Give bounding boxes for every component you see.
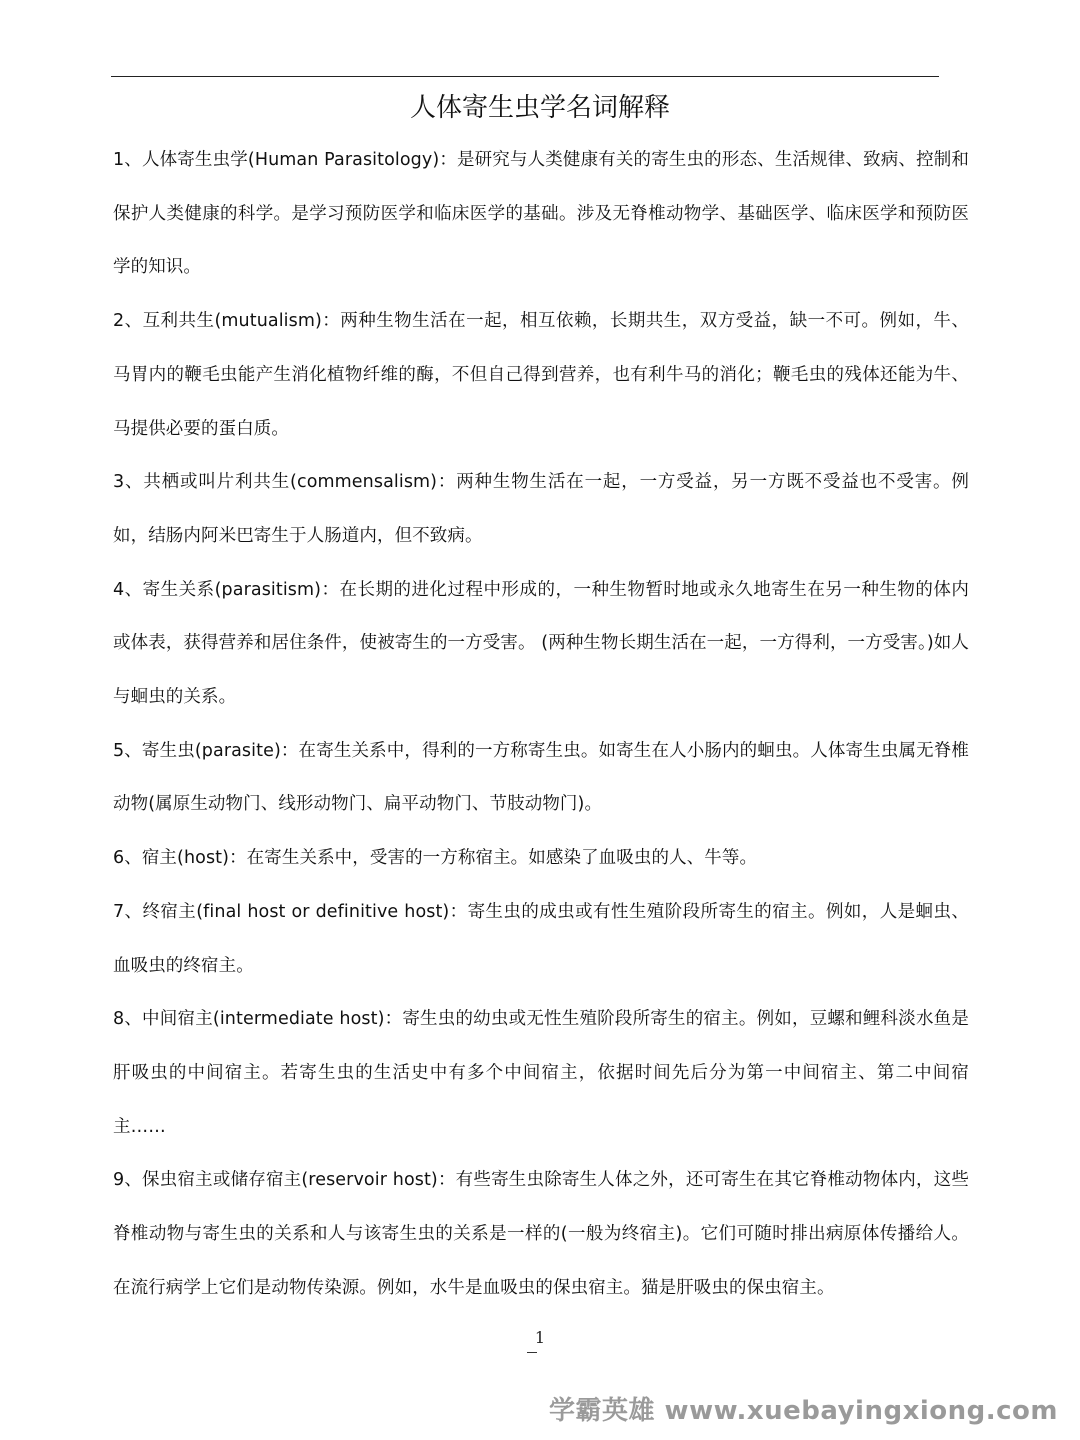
definition-entry-5: 5、寄生虫(parasite)：在寄生关系中，得利的一方称寄生虫。如寄生在人小肠内的蛔虫。人体寄生虫属无脊椎动物(属原生动物门、线形动物门、扁平动物门、节肢动物门)。 xyxy=(113,740,969,815)
definition-entry-6: 6、宿主(host)：在寄生关系中，受害的一方称宿主。如感染了血吸虫的人、牛等。 xyxy=(113,848,758,869)
definition-entry-9: 9、保虫宿主或储存宿主(reservoir host)：有些寄生虫除寄生人体之外，还可寄生在其它脊椎动物体内，这些脊椎动物与寄生虫的关系和人与该寄生虫的关系是一样的(一般为终宿主)。它们可随时排出病原体传播给人。在流行病学上它们是动物传染源。例如，水牛是血吸虫的保虫宿主。猫是肝吸虫的保虫宿主。 xyxy=(113,1170,969,1298)
header-rule xyxy=(111,76,939,77)
definition-entry-1: 1、人体寄生虫学(Human Parasitology)：是研究与人类健康有关的寄生虫的形态、生活规律、致病、控制和保护人类健康的科学。是学习预防医学和临床医学的基础。涉及无脊椎动物学、基础医学、临床医学和预防医学的知识。 xyxy=(113,150,969,278)
definition-entry-2: 2、互利共生(mutualism)：两种生物生活在一起，相互依赖，长期共生，双方受益，缺一不可。例如，牛、马胃内的鞭毛虫能产生消化植物纤维的酶，不但自己得到营养，也有利牛马的消化；鞭毛虫的残体还能为牛、马提供必要的蛋白质。 xyxy=(113,311,969,439)
definition-entry-7: 7、终宿主(final host or definitive host)：寄生虫的成虫或有性生殖阶段所寄生的宿主。例如，人是蛔虫、血吸虫的终宿主。 xyxy=(113,901,969,976)
document-body xyxy=(113,134,969,1315)
page-number-dash xyxy=(527,1352,537,1353)
definition-entry-4: 4、寄生关系(parasitism)：在长期的进化过程中形成的，一种生物暂时地或永久地寄生在另一种生物的体内或体表，获得营养和居住条件，使被寄生的一方受害。 (两种生物长期生活在一起，一方得利，一方受害。)如人与蛔虫的关系。 xyxy=(113,579,969,708)
site-watermark: 学霸英雄 www.xuebayingxiong.com xyxy=(549,1396,1058,1426)
definition-entry-8: 8、中间宿主(intermediate host)：寄生虫的幼虫或无性生殖阶段所寄生的宿主。例如，豆螺和鲤科淡水鱼是肝吸虫的中间宿主。若寄生虫的生活史中有多个中间宿主，依据时间先后分为第一中间宿主、第二中间宿主…… xyxy=(113,1009,969,1137)
page-number: 1 xyxy=(534,1328,546,1347)
document-title: 人体寄生虫学名词解释 xyxy=(409,93,670,123)
definition-entry-3: 3、共栖或叫片利共生(commensalism)：两种生物生活在一起，一方受益，另一方既不受益也不受害。例如，结肠内阿米巴寄生于人肠道内，但不致病。 xyxy=(113,472,969,546)
